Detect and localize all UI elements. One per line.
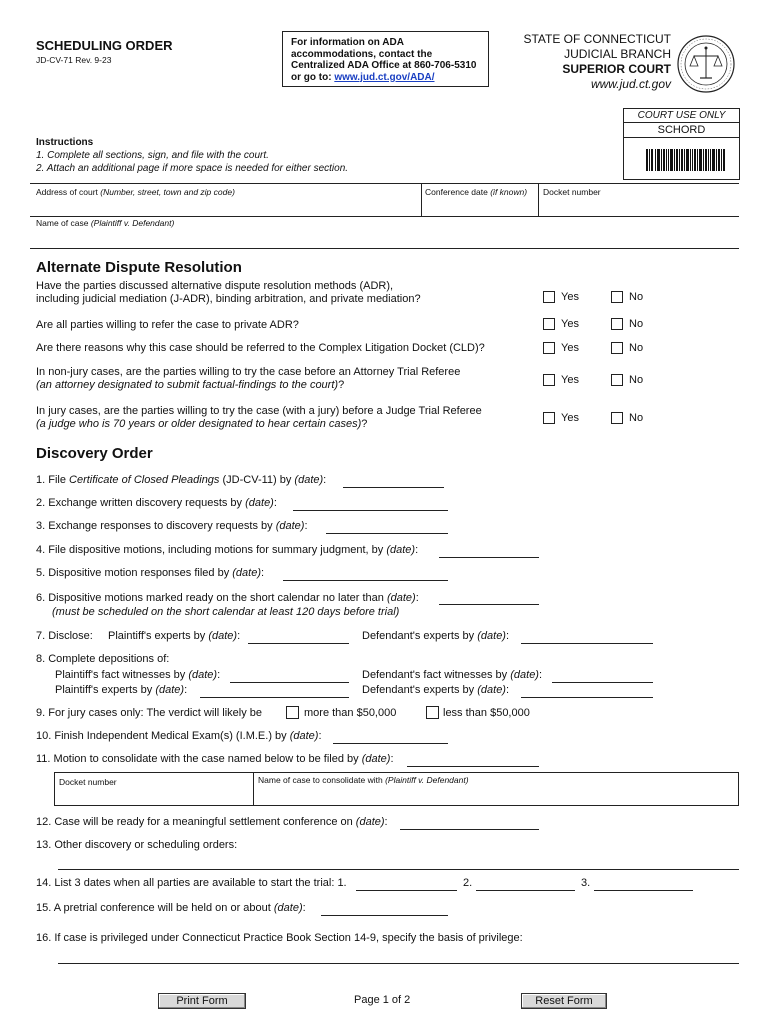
item-text: 4. File dispositive motions, including motions for summary judgment, by <box>36 544 387 556</box>
discovery-item-16: 16. If case is privileged under Connecticut Practice Book Section 14-9, specify the basis of privilege: <box>36 932 523 944</box>
page-number: Page 1 of 2 <box>354 994 411 1006</box>
date-label: (date) <box>294 474 324 486</box>
item-text: 5. Dispositive motion responses filed by <box>36 567 233 579</box>
court-use-box <box>623 108 740 180</box>
discovery-item-6 <box>36 591 419 619</box>
item-text: 1. File <box>36 474 70 486</box>
colon: : <box>415 544 419 556</box>
case-name-field[interactable] <box>36 218 174 228</box>
date-label: (date) <box>273 902 303 914</box>
no-label: No <box>629 291 644 303</box>
date-label: (date) <box>510 669 539 681</box>
court-address-label: Address of court <box>36 187 98 197</box>
date-label: (date) <box>208 630 238 642</box>
court-heading <box>523 32 671 92</box>
adr-q1-line-1: Have the parties discussed alternative dispute resolution methods (ADR), <box>36 280 394 292</box>
yes-label: Yes <box>561 342 579 354</box>
adr-q5-mark: ? <box>361 418 368 430</box>
divider <box>538 183 539 216</box>
state-name: STATE OF CONNECTICUT <box>523 32 671 46</box>
yes-label: Yes <box>561 318 579 330</box>
form-id: JD-CV-71 Rev. 9-23 <box>36 55 112 65</box>
docket-number-field[interactable]: Docket number <box>543 187 601 197</box>
item-text: Defendant's experts by <box>362 684 478 696</box>
court-use-label: COURT USE ONLY <box>624 109 739 123</box>
item-15-date-field[interactable] <box>321 902 448 916</box>
adr-question-1 <box>36 280 421 306</box>
date-label: (date) <box>289 730 319 742</box>
divider <box>30 183 739 184</box>
colon: : <box>538 669 543 681</box>
verdict-more-label: more than $50,000 <box>304 707 397 719</box>
trial-date-3-label: 3. <box>581 877 591 889</box>
discovery-item-15 <box>36 902 306 914</box>
adr-q5-line-2: (a judge who is 70 years or older designated to hear certain cases) <box>36 418 362 430</box>
case-label: Name of case to consolidate with <box>258 775 383 785</box>
verdict-more-checkbox[interactable] <box>286 706 299 719</box>
no-label: No <box>629 342 644 354</box>
date-label: (date) <box>361 753 391 765</box>
item-8-defendant-experts <box>362 684 509 696</box>
adr-q5-yes-checkbox[interactable] <box>543 412 555 424</box>
no-label: No <box>629 318 644 330</box>
adr-q3-yes-checkbox[interactable] <box>543 342 555 354</box>
adr-q1-yes-checkbox[interactable] <box>543 291 555 303</box>
adr-q5-line-1: In jury cases, are the parties willing to try the case (with a jury) before a Judge Trial Referee <box>36 405 482 417</box>
adr-question-2: Are all parties willing to refer the case to private ADR? <box>36 319 299 331</box>
item-text: 11. Motion to consolidate with the case named below to be filed by <box>36 753 362 765</box>
date-label: (date) <box>386 592 416 604</box>
item-text: 10. Finish Independent Medical Exam(s) (I.M.E.) by <box>36 730 290 742</box>
instruction-1: 1. Complete all sections, sign, and file with the court. <box>36 150 269 161</box>
date-label: (date) <box>275 520 305 532</box>
colon: : <box>261 567 265 579</box>
item-text: 12. Case will be ready for a meaningful settlement conference on <box>36 816 356 828</box>
item-6-date-field[interactable] <box>439 591 539 605</box>
trial-date-3-field[interactable] <box>594 877 693 891</box>
item-8-plaintiff-fact <box>55 669 220 681</box>
adr-heading: Alternate Dispute Resolution <box>36 259 242 276</box>
ada-link[interactable]: www.jud.ct.gov/ADA/ <box>334 71 435 83</box>
colon: : <box>217 669 221 681</box>
item-text-italic: Certificate of Closed Pleadings <box>69 474 220 486</box>
discovery-item-11 <box>36 753 394 765</box>
colon: : <box>505 684 510 696</box>
ada-line-1: For information on ADA <box>291 37 404 48</box>
item-8-plaintiff-experts <box>55 684 187 696</box>
date-label: (date) <box>477 630 506 642</box>
discovery-item-13: 13. Other discovery or scheduling orders: <box>36 839 238 851</box>
adr-question-4 <box>36 366 460 392</box>
divider <box>253 773 254 805</box>
barcode-icon <box>646 149 746 171</box>
item-12-date-field[interactable] <box>400 816 539 830</box>
consolidate-table <box>54 772 739 806</box>
consolidate-docket-field[interactable]: Docket number <box>59 777 117 787</box>
court-code: SCHORD <box>624 123 739 138</box>
discovery-item-9: 9. For jury cases only: The verdict will likely be <box>36 707 262 719</box>
item-7-defendant <box>362 630 509 642</box>
trial-date-2-label: 2. <box>463 877 473 889</box>
discovery-item-1 <box>36 474 326 486</box>
state-seal-icon <box>676 34 736 94</box>
adr-question-3: Are there reasons why this case should be referred to the Complex Litigation Docket (CLD)? <box>36 342 485 354</box>
court-name: SUPERIOR COURT <box>562 62 671 76</box>
adr-q4-line-2: (an attorney designated to submit factual-findings to the court) <box>36 379 339 391</box>
item-text: Plaintiff's experts by <box>108 630 209 642</box>
item-1-date-field[interactable] <box>343 474 444 488</box>
date-label: (date) <box>155 684 185 696</box>
item-5-date-field[interactable] <box>283 567 448 581</box>
item-8-plaintiff-fact-date-field[interactable] <box>230 669 349 683</box>
date-label: (date) <box>245 497 274 509</box>
discovery-item-3 <box>36 520 308 532</box>
conference-hint: (if known) <box>487 187 528 197</box>
ada-line-3: Centralized ADA Office at 860-706-5310 <box>291 60 477 71</box>
trial-date-1-field[interactable] <box>356 877 457 891</box>
item-2-date-field[interactable] <box>293 497 448 511</box>
adr-q4-line-1: In non-jury cases, are the parties willing to try the case before an Attorney Trial Referee <box>36 366 461 378</box>
item-10-date-field[interactable] <box>333 730 448 744</box>
adr-question-5 <box>36 405 482 431</box>
yes-label: Yes <box>561 291 579 303</box>
item-text: Defendant's fact witnesses by <box>362 669 511 681</box>
ada-box <box>282 31 489 87</box>
case-hint: (Plaintiff v. Defendant) <box>382 775 469 785</box>
item-text: 2. Exchange written discovery requests by <box>36 497 246 509</box>
colon: : <box>273 497 277 509</box>
item-11-date-field[interactable] <box>407 753 539 767</box>
adr-q3-no-checkbox[interactable] <box>611 342 623 354</box>
date-label: (date) <box>386 544 416 556</box>
item-text: (JD-CV-11) by <box>219 474 295 486</box>
colon: : <box>237 630 241 642</box>
reset-form-button[interactable]: Reset Form <box>521 993 607 1009</box>
print-form-button[interactable]: Print Form <box>158 993 246 1009</box>
item-4-date-field[interactable] <box>439 544 539 558</box>
adr-q4-mark: ? <box>338 379 345 391</box>
verdict-less-label: less than $50,000 <box>443 707 530 719</box>
instructions-heading: Instructions <box>36 137 94 148</box>
yes-label: Yes <box>561 412 579 424</box>
date-label: (date) <box>355 816 385 828</box>
discovery-heading: Discovery Order <box>36 445 153 462</box>
date-label: (date) <box>188 669 218 681</box>
colon: : <box>302 902 306 914</box>
case-name-hint: (Plaintiff v. Defendant) <box>88 218 175 228</box>
item-text: 3. Exchange responses to discovery requests by <box>36 520 276 532</box>
date-label: (date) <box>477 684 506 696</box>
divider <box>421 183 422 216</box>
form-title: SCHEDULING ORDER <box>36 38 173 53</box>
verdict-less-checkbox[interactable] <box>426 706 439 719</box>
court-website: www.jud.ct.gov <box>590 77 671 91</box>
conference-date-field[interactable] <box>425 187 527 197</box>
discovery-item-7: 7. Disclose: <box>36 630 93 642</box>
item-8-defendant-fact <box>362 669 542 681</box>
adr-q1-line-2: including judicial mediation (J-ADR), binding arbitration, and private mediation? <box>36 293 421 305</box>
divider <box>30 216 739 217</box>
item-7-plaintiff <box>108 630 240 642</box>
item-8-defendant-experts-date-field[interactable] <box>521 684 653 698</box>
no-label: No <box>629 374 644 386</box>
discovery-item-2 <box>36 497 277 509</box>
discovery-item-14: 14. List 3 dates when all parties are available to start the trial: 1. <box>36 877 347 889</box>
divider <box>30 248 739 249</box>
colon: : <box>318 730 322 742</box>
item-8-defendant-fact-date-field[interactable] <box>552 669 653 683</box>
colon: : <box>415 592 419 604</box>
adr-q5-no-checkbox[interactable] <box>611 412 623 424</box>
trial-date-2-field[interactable] <box>476 877 575 891</box>
item-7-plaintiff-date-field[interactable] <box>248 630 349 644</box>
court-address-hint: (Number, street, town and zip code) <box>97 187 235 197</box>
discovery-item-5 <box>36 567 264 579</box>
item-text: 15. A pretrial conference will be held on or about <box>36 902 274 914</box>
yes-label: Yes <box>561 374 579 386</box>
adr-q4-no-checkbox[interactable] <box>611 374 623 386</box>
ada-line-2: accommodations, contact the <box>291 48 433 60</box>
item-16-text-field[interactable] <box>58 963 739 964</box>
branch-name: JUDICIAL BRANCH <box>564 47 671 61</box>
discovery-item-12 <box>36 816 388 828</box>
court-address-field[interactable] <box>36 187 235 197</box>
discovery-item-4 <box>36 544 418 556</box>
adr-q2-yes-checkbox[interactable] <box>543 318 555 330</box>
item-13-text-field[interactable] <box>58 869 739 870</box>
instruction-2: 2. Attach an additional page if more space is needed for either section. <box>36 163 349 174</box>
item-3-date-field[interactable] <box>326 520 448 534</box>
colon: : <box>505 630 510 642</box>
item-text: 6. Dispositive motions marked ready on the short calendar no later than <box>36 592 387 604</box>
colon: : <box>384 816 388 828</box>
item-6-note: (must be scheduled on the short calendar at least 120 days before trial) <box>52 606 400 618</box>
colon: : <box>390 753 394 765</box>
conference-label: Conference date <box>425 187 488 197</box>
colon: : <box>184 684 188 696</box>
item-7-defendant-date-field[interactable] <box>521 630 653 644</box>
case-name-label: Name of case <box>36 218 89 228</box>
discovery-item-8: 8. Complete depositions of: <box>36 653 170 665</box>
colon: : <box>304 520 308 532</box>
adr-q4-yes-checkbox[interactable] <box>543 374 555 386</box>
item-text: Plaintiff's fact witnesses by <box>55 669 189 681</box>
adr-q2-no-checkbox[interactable] <box>611 318 623 330</box>
no-label: No <box>629 412 644 424</box>
discovery-item-10 <box>36 730 322 742</box>
adr-q1-no-checkbox[interactable] <box>611 291 623 303</box>
item-8-plaintiff-experts-date-field[interactable] <box>200 684 349 698</box>
ada-line-4: or go to: <box>291 71 335 83</box>
item-text: Plaintiff's experts by <box>55 684 156 696</box>
consolidate-case-field[interactable] <box>258 775 469 785</box>
item-text: Defendant's experts by <box>362 630 478 642</box>
colon: : <box>323 474 327 486</box>
date-label: (date) <box>232 567 262 579</box>
